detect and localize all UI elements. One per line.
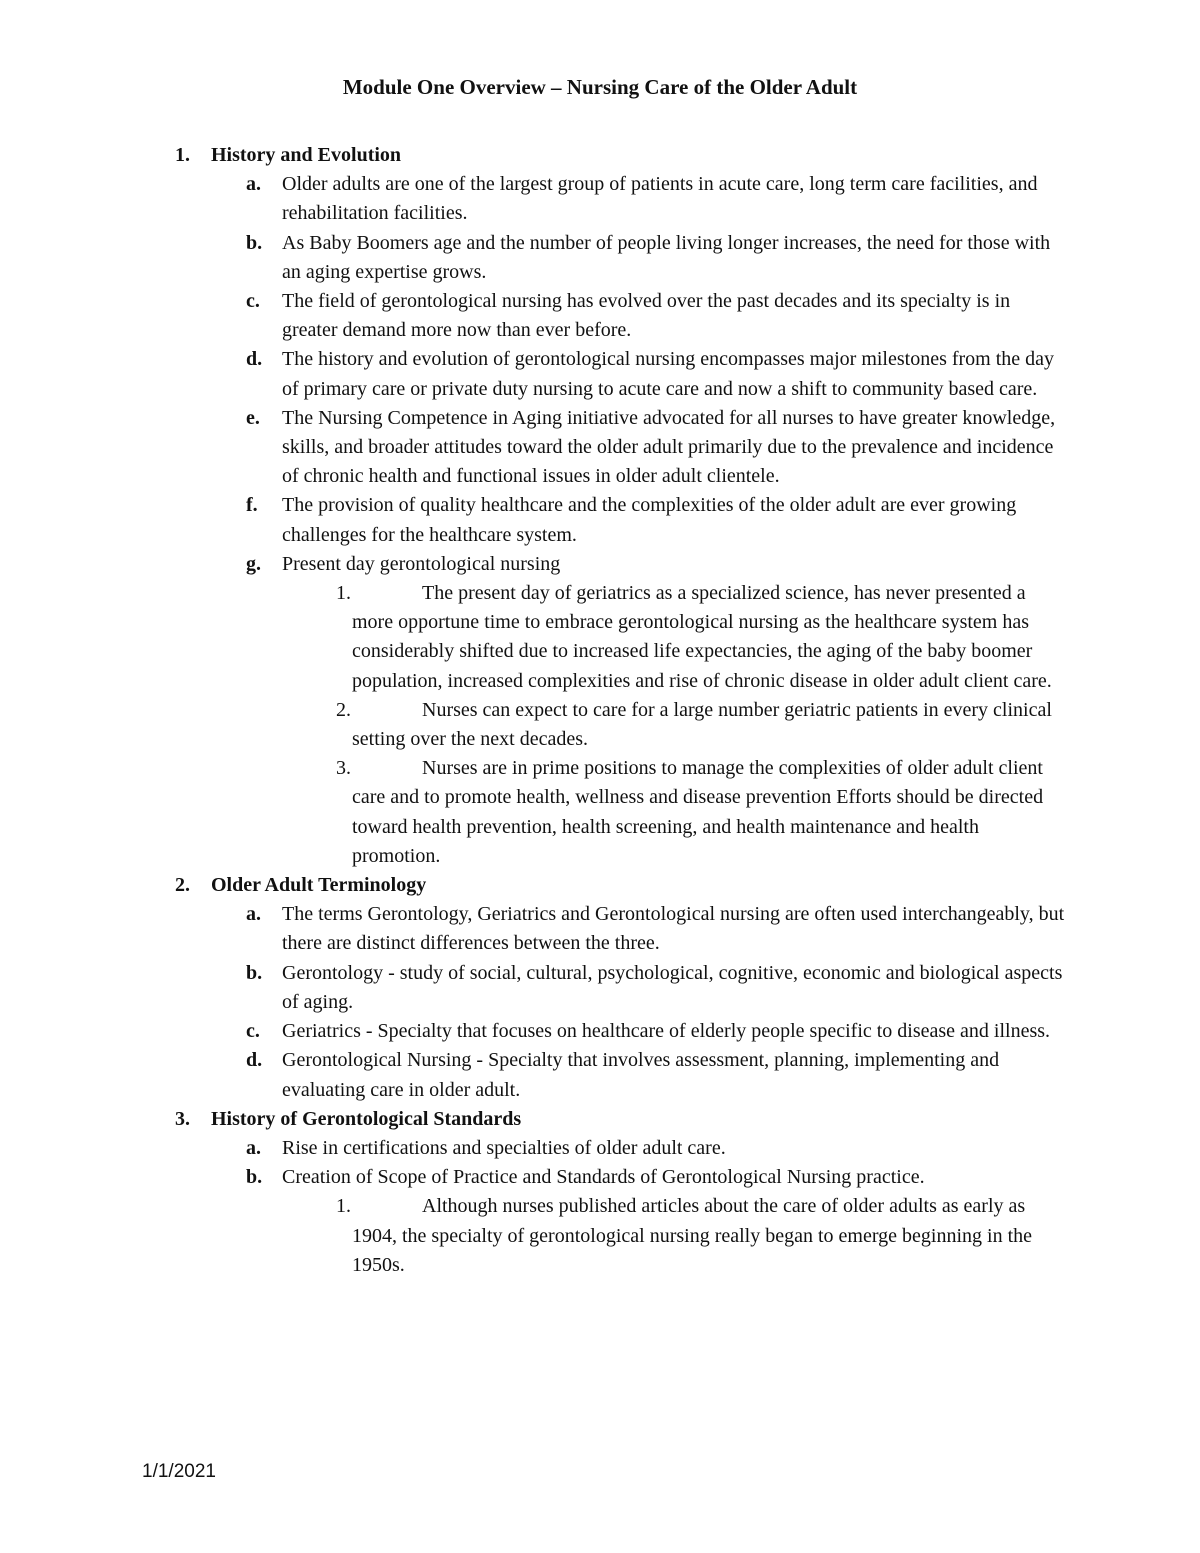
list-item [246,550,1070,579]
sub-item-text: Although nurses published articles about the care of older adults as early as 1904, the specialty of gerontological nursing really began to emerge beginning in the 1950s. [352,1195,1032,1276]
document-body [170,141,1070,1280]
section-number: 1. [175,144,190,166]
list-item [246,491,1070,549]
section-history-of-gerontological-standards [170,1105,1070,1280]
item-text: The history and evolution of gerontological nursing encompasses major milestones from the day of primary care or private duty nursing to acute care and now a shift to community based care. [282,348,1055,400]
item-text: Older adults are one of the largest group of patients in acute care, long term care facilities, and rehabilitation facilities. [282,173,1038,225]
item-letter: d. [246,1049,263,1072]
item-letter: c. [246,1020,260,1043]
list-item [246,1163,1070,1192]
item-letter: c. [246,290,260,313]
sub-item-text: Nurses are in prime positions to manage the complexities of older adult client care and to promote health, wellness and disease prevention Efforts should be directed toward health prevention, health screening, and health maintenance and health promotion. [352,757,1044,867]
list-item [246,1046,1070,1104]
list-item [246,404,1070,492]
list-item [246,1017,1070,1046]
item-text: The Nursing Competence in Aging initiative advocated for all nurses to have greater knowledge, skills, and broader attitudes toward the older adult primarily due to the prevalence and incidence of chronic health and functional issues in older adult clientele. [282,406,1056,488]
item-letter: a. [246,1136,261,1159]
list-item [246,345,1070,403]
item-letter: g. [246,552,261,575]
item-text: Geriatrics - Specialty that focuses on healthcare of elderly people specific to disease and illness. [282,1020,1051,1043]
item-text: Present day gerontological nursing [282,552,561,575]
sub-item-text: Nurses can expect to care for a large number geriatric patients in every clinical setting over the next decades. [352,698,1052,751]
item-text: The field of gerontological nursing has evolved over the past decades and its specialty is in greater demand more now than ever before. [282,290,1011,342]
item-letter: e. [246,406,260,429]
section-older-adult-terminology [170,871,1070,1105]
item-text: Rise in certifications and specialties of older adult care. [282,1136,726,1159]
item-text: Gerontology - study of social, cultural, psychological, cognitive, economic and biological aspects of aging. [282,961,1063,1013]
sub-item-number: 3. [336,757,351,780]
list-item [246,959,1070,1017]
footer-date: 1/1/2021 [142,1461,216,1482]
list-item [246,900,1070,958]
sub-item [336,1192,1062,1280]
list-item [246,1134,1070,1163]
item-text: The terms Gerontology, Geriatrics and Gerontological nursing are often used interchangeably, but there are distinct differences between the three. [282,903,1065,955]
item-letter: a. [246,173,261,196]
list-item [246,170,1070,228]
section-heading [170,1105,1070,1134]
sub-item-number: 2. [336,698,351,721]
item-text: The provision of quality healthcare and the complexities of the older adult are ever growing challenges for the healthcare system. [282,494,1017,546]
sub-item [336,696,1062,754]
page-title: Module One Overview – Nursing Care of the Older Adult [342,75,858,99]
sub-item-number: 1. [336,582,351,605]
item-letter: a. [246,903,261,926]
section-number: 3. [175,1107,190,1130]
section-heading [170,141,1070,170]
item-text: Creation of Scope of Practice and Standards of Gerontological Nursing practice. [282,1166,925,1189]
sub-item [336,754,1062,871]
sub-item-number: 1. [336,1195,351,1218]
section-number: 2. [175,874,190,897]
section-title: History of Gerontological Standards [211,1107,522,1130]
sub-item [336,579,1062,696]
item-text: As Baby Boomers age and the number of people living longer increases, the need for those with an aging expertise grows. [282,231,1051,283]
item-text: Gerontological Nursing - Specialty that involves assessment, planning, implementing and evaluating care in older adult. [282,1049,1000,1101]
item-letter: f. [246,494,258,517]
item-letter: b. [246,961,263,984]
section-heading [170,871,1070,900]
sub-item-text: The present day of geriatrics as a specialized science, has never presented a more opportune time to embrace gerontological nursing as the healthcare system has considerably shifted due to increased life expectancies, the aging of the baby boomer population, increased complexities and rise of chronic disease in older adult client care. [352,582,1052,692]
list-item [246,287,1070,345]
item-letter: d. [246,348,263,371]
section-title: History and Evolution [211,144,402,166]
section-title: Older Adult Terminology [211,874,427,897]
item-letter: b. [246,1166,263,1189]
item-letter: b. [246,231,263,254]
list-item [246,229,1070,287]
section-history-and-evolution [170,141,1070,871]
